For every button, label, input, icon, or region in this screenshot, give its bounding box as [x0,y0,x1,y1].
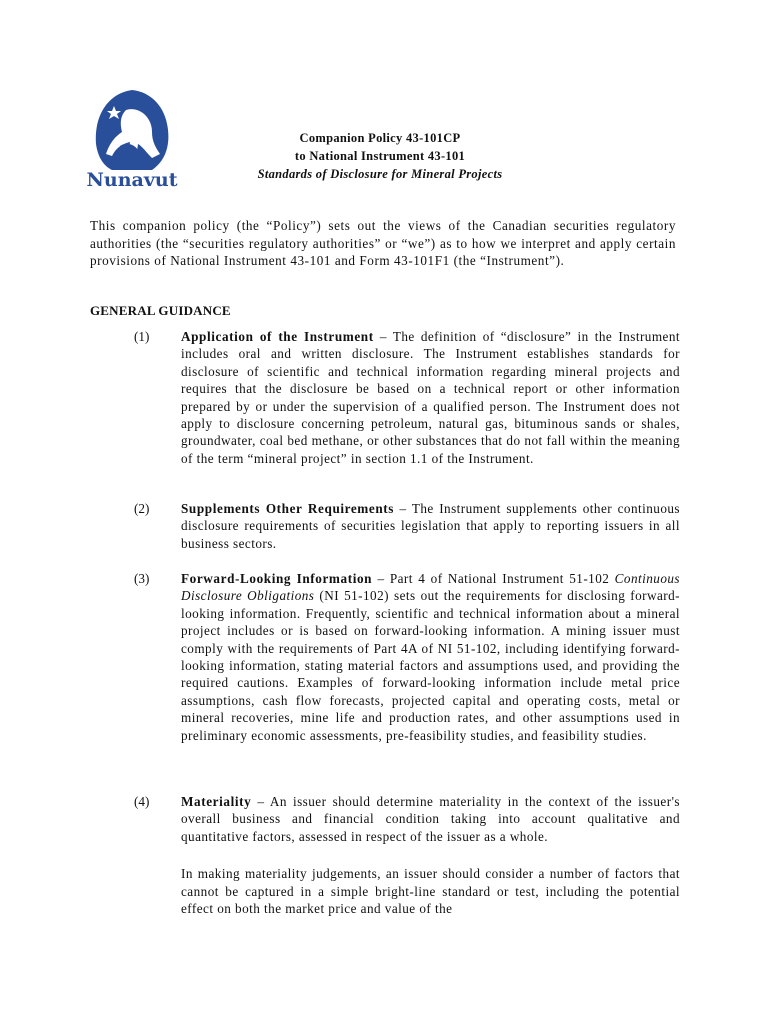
guidance-item-1 [90,328,680,467]
guidance-item-4 [90,793,680,917]
nunavut-logo [86,88,178,192]
item-number: (2) [134,501,150,516]
section-title: GENERAL GUIDANCE [90,303,231,318]
syllabics-text: ᓄᓇᕗᑦ [116,156,148,169]
item-body [181,793,680,845]
item-title: Supplements Other Requirements [181,501,395,516]
item-body [181,500,680,552]
item-body [181,328,680,467]
document-heading [180,129,580,183]
item-text: – An issuer should determine materiality in the context of the issuer's overall business and financial condition taking into account qualitative and quantitative factors, assessed in respect of the issuer as a whole. [181,794,680,844]
heading-line-1: Companion Policy 43-101CP [299,131,461,145]
nunavut-seal-icon [86,88,178,192]
item-text: – The definition of “disclosure” in the Instrument includes oral and written disclosure. The Instrument establishes standards for disclosure of scientific and technical information regarding mineral projects and requires that the disclosure be based on a technical report or other information prepared by or under the supervision of a qualified person. The Instrument does not apply to disclosure concerning petroleum, natural gas, bituminous sands or shales, groundwater, coal bed methane, or other substances that do not fall within the meaning of the term “mineral project” in section 1.1 of the Instrument. [181,329,681,466]
item-text-continued: (NI 51-102) sets out the requirements for disclosing forward-looking information. Frequently, scientific and technical information about a mineral project includes or is based on forward-looking information. A mining issuer must comply with the requirements of Part 4A of NI 51-102, including identifying forward-looking information, stating material factors and assumptions used, and providing the required cautions. Examples of forward-looking information include metal price assumptions, cash flow forecasts, projected capital and operating costs, metal or mineral recoveries, mine life and production rates, and other assumptions used in preliminary economic assessments, pre-feasibility studies, and feasibility studies. [181,588,680,743]
item-number: (1) [134,329,150,344]
item-body [181,570,680,744]
item-number: (4) [134,794,150,809]
item-title: Forward-Looking Information [181,571,373,586]
heading-line-3: Standards of Disclosure for Mineral Projects [257,167,503,181]
item-text: – The Instrument supplements other continuous disclosure requirements of securities legislation that apply to reporting issuers in all business sectors. [181,501,680,551]
item-paragraph-2: In making materiality judgements, an issuer should consider a number of factors that cannot be captured in a simple bright-line standard or test, including the potential effect on both the market price and value of the [181,866,680,917]
item-text: – Part 4 of National Instrument 51-102 [372,571,615,586]
intro-paragraph: This companion policy (the “Policy”) sets out the views of the Canadian securities regulatory authorities (the “securities regulatory authorities” or “we”) as to how we interpret and apply certain provisions of National Instrument 43-101 and Form 43-101F1 (the “Instrument”). [90,218,676,269]
heading-line-2: to National Instrument 43-101 [294,149,466,163]
item-italic-title: Continuous Disclosure Obligations [181,571,680,604]
item-number: (3) [134,571,150,586]
guidance-item-3 [90,570,680,744]
item-title: Materiality [181,794,252,809]
logo-text: Nunavut [86,169,178,191]
item-title: Application of the Instrument [181,329,374,344]
guidance-item-2 [90,500,680,552]
